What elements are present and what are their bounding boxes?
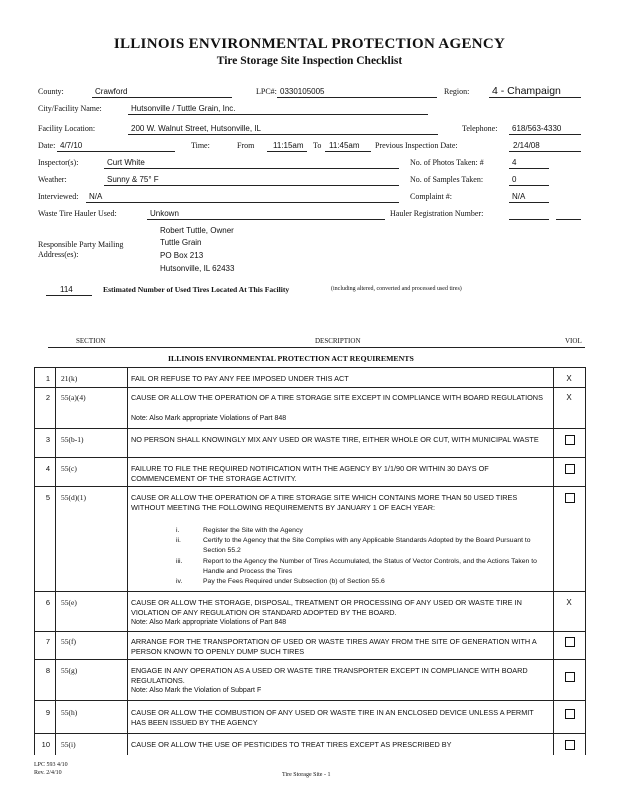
hauler-label: Waste Tire Hauler Used: [38,209,117,218]
row5-item-text: Pay the Fees Required under Subsection (b) of Section 55.6 [203,578,385,585]
row-note: Note: Also Mark appropriate Violations of Part 848 [131,415,287,422]
row-number: 9 [45,708,50,717]
row-section: 55(h) [61,708,78,717]
row-section: 55(e) [61,598,77,607]
inspector-value[interactable]: Curt White [107,158,145,167]
row-section: 55(i) [61,740,76,749]
tire-count-label: Estimated Number of Used Tires Located At This Facility [103,285,290,294]
group-title: ILLINOIS ENVIRONMENTAL PROTECTION ACT REQUIREMENTS [168,354,414,363]
row-violation-checkbox[interactable] [565,435,575,445]
row-note: Note: Also Mark appropriate Violations of Part 848 [131,619,287,626]
facility-location-label: Facility Location: [38,124,96,133]
row5-item-roman: ii. [176,537,181,544]
tire-count-note: (including altered, converted and processed used tires) [331,286,462,292]
row-description: ARRANGE FOR THE TRANSPORTATION OF USED OR WASTE TIRES AWAY FROM THE SITE OF GENERATION WITH A PERSON KNOWN TO OPENLY DUMP SUCH TIRES [131,637,537,656]
region-value[interactable]: 4 - Champaign [492,85,561,97]
row-section: 55(a)(4) [61,393,86,402]
row-violation-mark[interactable]: X [566,598,572,607]
row5-item-roman: iii. [176,558,183,565]
rp-line: Hutsonville, IL 62433 [160,264,235,273]
date-label: Date: [38,141,56,150]
weather-value[interactable]: Sunny & 75° F [107,175,159,184]
row-description: ENGAGE IN ANY OPERATION AS A USED OR WASTE TIRE TRANSPORTER EXCEPT IN COMPLIANCE WITH BOARD REGULATIONS. [131,666,528,685]
county-value[interactable]: Crawford [95,87,128,96]
row-violation-checkbox[interactable] [565,493,575,503]
row-number: 10 [41,740,50,749]
prev-inspection-value[interactable]: 2/14/08 [513,141,540,150]
rp-label-1: Responsible Party Mailing [38,240,124,249]
row-number: 3 [45,435,50,444]
row-section: 21(k) [61,374,78,383]
row-description: CAUSE OR ALLOW THE OPERATION OF A TIRE STORAGE SITE EXCEPT IN COMPLIANCE WITH BOARD REGULATIONS [131,393,543,402]
date-value[interactable]: 4/7/10 [60,141,83,150]
photos-label: No. of Photos Taken: # [410,158,484,167]
row-number: 8 [45,666,50,675]
row5-item-roman: i. [176,527,180,534]
prev-inspection-label: Previous Inspection Date: [375,141,458,150]
row5-item-text: Certify to the Agency that the Site Complies with any Applicable Standards Adopted by the Board Pursuant to Section 55.2 [203,537,531,554]
rp-label-2: Address(es): [38,250,79,259]
county-label: County: [38,87,64,96]
telephone-value[interactable]: 618/563-4330 [512,124,562,133]
time-label: Time: [191,141,210,150]
interviewed-value[interactable]: N/A [89,192,103,201]
lpc-value[interactable]: 0330105005 [280,87,325,96]
row-description: CAUSE OR ALLOW THE OPERATION OF A TIRE STORAGE SITE WHICH CONTAINS MORE THAN 50 USED TIRES WITHOUT MEETING THE FOLLOWING REQUIREMENTS BY JANUARY 1 OF EACH YEAR: [131,493,518,512]
row-description: CAUSE OR ALLOW THE STORAGE, DISPOSAL, TREATMENT OR PROCESSING OF ANY USED OR WASTE TIRE IN VIOLATION OF ANY REGULATION OR STANDARD ADOPTED BY THE BOARD. [131,598,522,617]
rp-line: PO Box 213 [160,251,204,260]
lpc-label: LPC#: [256,87,277,96]
facility-name-value[interactable]: Hutsonville / Tuttle Grain, Inc. [131,104,236,113]
row5-item-text: Report to the Agency the Number of Tires Accumulated, the Status of Vector Controls, and the Actions Taken to Handle and Process the Tires [203,558,537,575]
row-description: NO PERSON SHALL KNOWINGLY MIX ANY USED OR WASTE TIRE, EITHER WHOLE OR CUT, WITH MUNICIPAL WASTE [131,435,539,444]
row5-item-text: Register the Site with the Agency [203,527,303,534]
weather-label: Weather: [38,175,67,184]
rp-line: Robert Tuttle, Owner [160,226,234,235]
time-to-value[interactable]: 11:45am [329,141,360,150]
complaint-label: Complaint #: [410,192,452,201]
row-section: 55(c) [61,464,77,473]
photos-value[interactable]: 4 [512,158,517,167]
col-section-header: SECTION [76,337,106,345]
region-label: Region: [444,87,470,96]
row-number: 2 [45,393,50,402]
row-description: FAIL OR REFUSE TO PAY ANY FEE IMPOSED UNDER THIS ACT [131,374,349,383]
col-description-header: DESCRIPTION [315,337,361,345]
telephone-label: Telephone: [462,124,498,133]
samples-value[interactable]: 0 [512,175,517,184]
row-section: 55(d)(1) [61,493,86,502]
row-violation-checkbox[interactable] [565,672,575,682]
row-description: FAILURE TO FILE THE REQUIRED NOTIFICATION WITH THE AGENCY BY 1/1/90 OR WITHIN 30 DAYS OF COMMENCEMENT OF THE STORAGE ACTIVITY. [131,464,489,483]
row-violation-mark[interactable]: X [566,393,572,402]
time-from-label: From [237,141,255,150]
row-number: 5 [45,493,50,502]
tire-count-value[interactable]: 114 [60,285,73,294]
row-number: 1 [45,374,50,383]
row-number: 6 [45,598,50,607]
row-description: CAUSE OR ALLOW THE USE OF PESTICIDES TO TREAT TIRES EXCEPT AS PRESCRIBED BY [131,740,452,749]
row-violation-checkbox[interactable] [565,464,575,474]
rp-line: Tuttle Grain [160,238,202,247]
col-viol-header: VIOL [565,337,582,345]
footer-form-id: LPC 593 4/10 [34,762,68,768]
time-from-value[interactable]: 11:15am [273,141,304,150]
row-number: 4 [45,464,50,473]
row-section: 55(f) [61,637,76,646]
interviewed-label: Interviewed: [38,192,79,201]
inspector-label: Inspector(s): [38,158,79,167]
facility-name-label: City/Facility Name: [38,104,102,113]
form-title: Tire Storage Site Inspection Checklist [216,55,403,67]
agency-title: ILLINOIS ENVIRONMENTAL PROTECTION AGENCY [113,36,506,52]
row-note: Note: Also Mark the Violation of Subpart F [131,687,262,694]
row-section: 55(b-1) [61,435,84,444]
row-violation-checkbox[interactable] [565,709,575,719]
row-violation-checkbox[interactable] [565,637,575,647]
row-violation-checkbox[interactable] [565,740,575,750]
hauler-reg-label: Hauler Registration Number: [390,209,484,218]
row5-item-roman: iv. [176,578,183,585]
row-section: 55(g) [61,666,78,675]
footer-page: Tire Storage Site - 1 [282,772,331,778]
hauler-value[interactable]: Unkown [150,209,179,218]
complaint-value[interactable]: N/A [512,192,526,201]
facility-location-value[interactable]: 200 W. Walnut Street, Hutsonville, IL [131,124,261,133]
samples-label: No. of Samples Taken: [410,175,484,184]
footer-revision: Rev. 2/4/10 [34,770,62,776]
row-description: CAUSE OR ALLOW THE COMBUSTION OF ANY USED OR WASTE TIRE IN AN ENCLOSED DEVICE UNLESS A PERMIT HAS BEEN ISSUED BY THE AGENCY [131,708,534,727]
row-violation-mark[interactable]: X [566,374,572,383]
row-number: 7 [45,637,50,646]
time-to-label: To [313,141,322,150]
